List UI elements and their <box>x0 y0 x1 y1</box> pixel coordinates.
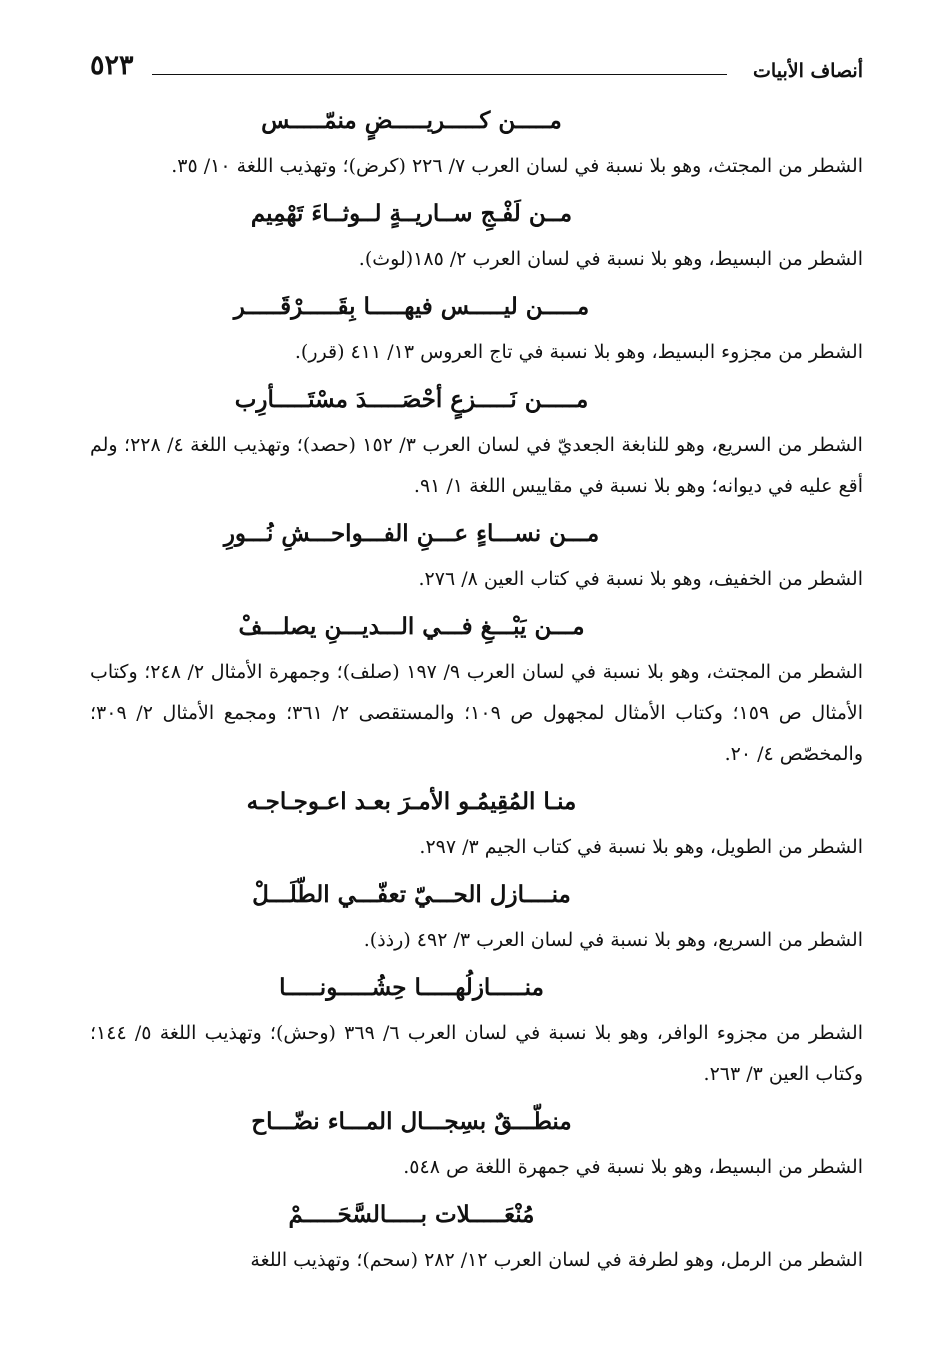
hemistich: مــن لَفْـجِ ســاريــةٍ لــوثــاءَ تَهْمِيم <box>250 200 573 227</box>
entry <box>90 777 863 868</box>
page-header <box>90 50 863 94</box>
entry <box>90 602 863 775</box>
citation-note: الشطر من الطويل، وهو بلا نسبة في كتاب الجيم ٣/ ٢٩٧. <box>419 836 863 858</box>
citation-note: الشطر من الرمل، وهو لطرفة في لسان العرب ١٢/ ٢٨٢ (سحم)؛ وتهذيب اللغة <box>250 1249 863 1271</box>
header-rule <box>152 74 727 75</box>
hemistich: مـــن يَبْـــغِ فـــي الـــديـــنِ يصلـــفْ <box>238 613 585 640</box>
entry <box>90 282 863 373</box>
entries-list <box>90 96 863 1283</box>
citation-note: الشطر من السريع، وهو بلا نسبة في لسان العرب ٣/ ٤٩٢ (رذذ). <box>363 929 863 951</box>
citation-note: الشطر من البسيط، وهو بلا نسبة في جمهرة اللغة ص ٥٤٨. <box>403 1156 863 1178</box>
running-title: أنصاف الأبيات <box>753 60 863 82</box>
entry <box>90 963 863 1095</box>
citation-note: الشطر من المجتث، وهو بلا نسبة في لسان العرب ٩/ ١٩٧ (صلف)؛ وجمهرة الأمثال ٢/ ٢٤٨؛ وكتاب الأمثال ص ١٥٩؛ وكتاب الأمثال لمجهول ص ١٠٩؛ والمستقصى ٢/ ٣٦١؛ ومجمع الأمثال ٢/ ٣٠٩؛ والمخصّص ٤/ ٢٠. <box>90 661 863 765</box>
entry <box>90 509 863 600</box>
page-number: ٥٢٣ <box>90 50 134 81</box>
citation-note: الشطر من الخفيف، وهو بلا نسبة في كتاب العين ٨/ ٢٧٦. <box>418 568 863 590</box>
hemistich: مـــــن نَـــــزعٍ أحْصَـــــدَ مسْتَـــــأرِب <box>234 386 589 413</box>
citation-note: الشطر من مجزوء الوافر، وهو بلا نسبة في لسان العرب ٦/ ٣٦٩ (وحش)؛ وتهذيب اللغة ٥/ ١٤٤؛ وكتاب العين ٣/ ٢٦٣. <box>90 1022 863 1085</box>
citation-note: الشطر من مجزوء البسيط، وهو بلا نسبة في تاج العروس ١٣/ ٤١١ (قرر). <box>294 341 863 363</box>
hemistich: منـا المُقِيمُـو الأمـرَ بعـد اعـوجـاجـه <box>246 788 577 815</box>
entry <box>90 96 863 187</box>
citation-note: الشطر من المجتث، وهو بلا نسبة في لسان العرب ٧/ ٢٢٦ (كرض)؛ وتهذيب اللغة ١٠/ ٣٥. <box>171 155 863 177</box>
entry <box>90 375 863 507</box>
citation-note: الشطر من البسيط، وهو بلا نسبة في لسان العرب ٢/ ١٨٥(لوث). <box>358 248 863 270</box>
hemistich: منـــــازلُهـــــا حِشُـــــونـــــا <box>279 974 544 1001</box>
entry <box>90 870 863 961</box>
hemistich: مـــــن ليـــــس فيهـــــا بِقَـــــرْقَـــــر <box>233 293 590 320</box>
hemistich: مُنْعَـــــلات بـــــالسَّحَـــــمْ <box>288 1201 535 1228</box>
hemistich: منــــازل الحـــيّ تعفّـــي الطّلَـــلْ <box>252 881 571 908</box>
hemistich: مـــن نســـاءٍ عـــنِ الفـــواحـــشِ نُـــورِ <box>223 520 600 547</box>
entry <box>90 189 863 280</box>
hemistich: مـــــن كـــــريـــــضٍ منمّـــــس <box>261 107 562 134</box>
citation-note: الشطر من السريع، وهو للنابغة الجعديّ في لسان العرب ٣/ ١٥٢ (حصد)؛ وتهذيب اللغة ٤/ ٢٢٨؛ ولم أقع عليه في ديوانه؛ وهو بلا نسبة في مقاييس اللغة ١/ ٩١. <box>90 434 863 497</box>
entry <box>90 1097 863 1188</box>
entry <box>90 1190 863 1281</box>
hemistich: منطّـــقٌ بسِجـــال المـــاء نضّـــاح <box>251 1108 572 1135</box>
